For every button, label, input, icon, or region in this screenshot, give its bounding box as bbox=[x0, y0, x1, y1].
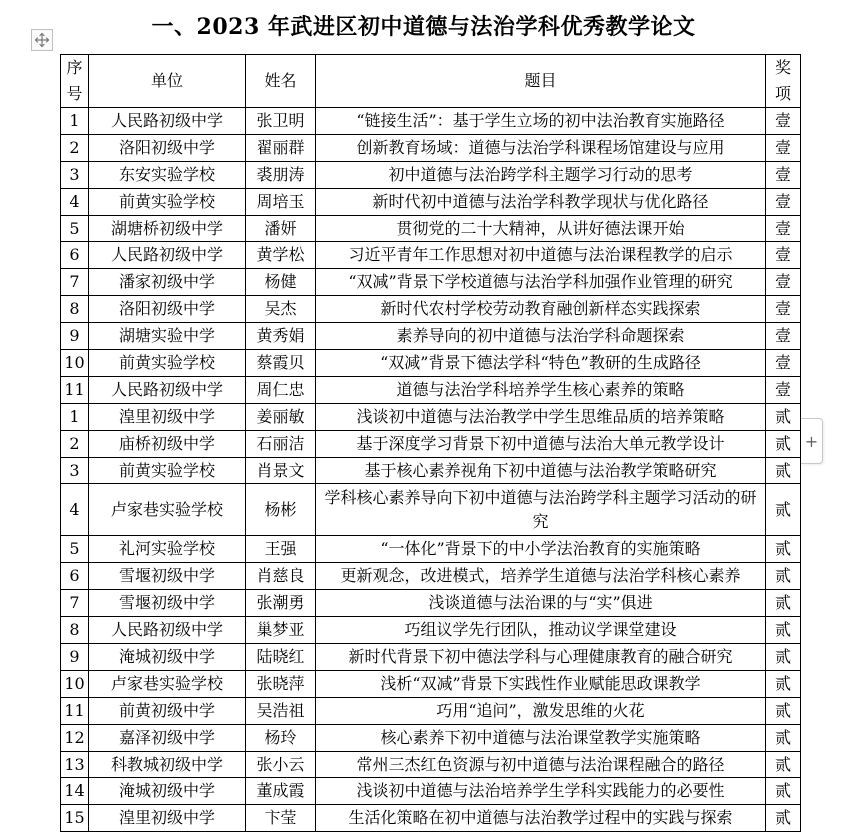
cell-award: 贰 bbox=[766, 430, 801, 457]
cell-unit: 湖塘桥初级中学 bbox=[89, 215, 246, 242]
cell-topic: “一体化”背景下的中小学法治教育的实施策略 bbox=[316, 536, 766, 563]
table-row bbox=[61, 563, 801, 590]
header-name: 姓名 bbox=[246, 55, 316, 108]
table-row bbox=[61, 751, 801, 778]
cell-award: 贰 bbox=[766, 751, 801, 778]
cell-name: 吴浩祖 bbox=[246, 697, 316, 724]
cell-seq: 14 bbox=[61, 778, 89, 805]
table-header-row bbox=[61, 55, 801, 108]
cell-award: 壹 bbox=[766, 134, 801, 161]
table-row bbox=[61, 430, 801, 457]
cell-seq: 4 bbox=[61, 484, 89, 536]
cell-seq: 10 bbox=[61, 670, 89, 697]
cell-unit: 前黄初级中学 bbox=[89, 697, 246, 724]
cell-seq: 11 bbox=[61, 376, 89, 403]
cell-seq: 9 bbox=[61, 644, 89, 671]
cell-topic: 新时代农村学校劳动教育融创新样态实践探索 bbox=[316, 296, 766, 323]
cell-unit: 雪堰初级中学 bbox=[89, 590, 246, 617]
table-row bbox=[61, 457, 801, 484]
cell-unit: 卢家巷实验学校 bbox=[89, 484, 246, 536]
cell-seq: 10 bbox=[61, 350, 89, 377]
cell-name: 张晓萍 bbox=[246, 670, 316, 697]
cell-award: 贰 bbox=[766, 536, 801, 563]
table-row bbox=[61, 644, 801, 671]
cell-name: 肖景文 bbox=[246, 457, 316, 484]
cell-award: 壹 bbox=[766, 188, 801, 215]
table-row bbox=[61, 805, 801, 832]
header-seq: 序号 bbox=[61, 55, 89, 108]
cell-name: 黄秀娟 bbox=[246, 323, 316, 350]
move-icon bbox=[34, 32, 50, 48]
cell-unit: 淹城初级中学 bbox=[89, 778, 246, 805]
cell-topic: 基于深度学习背景下初中道德与法治大单元教学设计 bbox=[316, 430, 766, 457]
cell-topic: 浅谈道德与法治课的与“实”俱进 bbox=[316, 590, 766, 617]
cell-seq: 4 bbox=[61, 188, 89, 215]
cell-name: 潘妍 bbox=[246, 215, 316, 242]
cell-name: 巢梦亚 bbox=[246, 617, 316, 644]
cell-name: 肖慈良 bbox=[246, 563, 316, 590]
cell-unit: 科教城初级中学 bbox=[89, 751, 246, 778]
cell-name: 杨健 bbox=[246, 269, 316, 296]
cell-award: 壹 bbox=[766, 242, 801, 269]
add-column-button[interactable] bbox=[801, 418, 823, 464]
cell-award: 贰 bbox=[766, 617, 801, 644]
cell-seq: 6 bbox=[61, 563, 89, 590]
cell-name: 张潮勇 bbox=[246, 590, 316, 617]
cell-award: 贰 bbox=[766, 805, 801, 832]
cell-unit: 潘家初级中学 bbox=[89, 269, 246, 296]
table-row bbox=[61, 778, 801, 805]
table-row bbox=[61, 350, 801, 377]
cell-unit: 人民路初级中学 bbox=[89, 108, 246, 135]
cell-seq: 9 bbox=[61, 323, 89, 350]
cell-seq: 2 bbox=[61, 430, 89, 457]
cell-seq: 7 bbox=[61, 269, 89, 296]
cell-award: 贰 bbox=[766, 670, 801, 697]
cell-award: 壹 bbox=[766, 376, 801, 403]
cell-seq: 13 bbox=[61, 751, 89, 778]
cell-topic: 更新观念，改进模式，培养学生道德与法治学科核心素养 bbox=[316, 563, 766, 590]
cell-topic: 巧用“追问”，激发思维的火花 bbox=[316, 697, 766, 724]
cell-name: 吴杰 bbox=[246, 296, 316, 323]
cell-seq: 5 bbox=[61, 536, 89, 563]
table-row bbox=[61, 697, 801, 724]
cell-seq: 15 bbox=[61, 805, 89, 832]
cell-award: 壹 bbox=[766, 215, 801, 242]
cell-topic: 习近平青年工作思想对初中道德与法治课程教学的启示 bbox=[316, 242, 766, 269]
cell-name: 翟丽群 bbox=[246, 134, 316, 161]
cell-name: 杨彬 bbox=[246, 484, 316, 536]
cell-topic: “双减”背景下德法学科“特色”教研的生成路径 bbox=[316, 350, 766, 377]
header-unit: 单位 bbox=[89, 55, 246, 108]
cell-topic: “链接生活”：基于学生立场的初中法治教育实施路径 bbox=[316, 108, 766, 135]
table-row bbox=[61, 242, 801, 269]
cell-unit: 湟里初级中学 bbox=[89, 403, 246, 430]
cell-seq: 11 bbox=[61, 697, 89, 724]
table-row bbox=[61, 296, 801, 323]
table-row bbox=[61, 188, 801, 215]
cell-topic: 贯彻党的二十大精神，从讲好德法课开始 bbox=[316, 215, 766, 242]
cell-seq: 1 bbox=[61, 108, 89, 135]
table-row bbox=[61, 484, 801, 536]
cell-seq: 12 bbox=[61, 724, 89, 751]
cell-topic: 浅谈初中道德与法治教学中学生思维品质的培养策略 bbox=[316, 403, 766, 430]
cell-name: 姜丽敏 bbox=[246, 403, 316, 430]
cell-award: 贰 bbox=[766, 697, 801, 724]
cell-award: 壹 bbox=[766, 296, 801, 323]
cell-unit: 洛阳初级中学 bbox=[89, 296, 246, 323]
cell-topic: “双减”背景下学校道德与法治学科加强作业管理的研究 bbox=[316, 269, 766, 296]
cell-topic: 巧组议学先行团队，推动议学课堂建设 bbox=[316, 617, 766, 644]
table-row bbox=[61, 376, 801, 403]
cell-topic: 生活化策略在初中道德与法治教学过程中的实践与探索 bbox=[316, 805, 766, 832]
cell-unit: 雪堰初级中学 bbox=[89, 563, 246, 590]
table-row bbox=[61, 617, 801, 644]
cell-name: 张小云 bbox=[246, 751, 316, 778]
cell-unit: 嘉泽初级中学 bbox=[89, 724, 246, 751]
cell-seq: 7 bbox=[61, 590, 89, 617]
cell-unit: 前黄实验学校 bbox=[89, 350, 246, 377]
header-award: 奖项 bbox=[766, 55, 801, 108]
cell-unit: 人民路初级中学 bbox=[89, 376, 246, 403]
cell-topic: 新时代背景下初中德法学科与心理健康教育的融合研究 bbox=[316, 644, 766, 671]
cell-award: 贰 bbox=[766, 724, 801, 751]
cell-award: 壹 bbox=[766, 269, 801, 296]
table-row bbox=[61, 724, 801, 751]
table-row bbox=[61, 536, 801, 563]
cell-name: 周培玉 bbox=[246, 188, 316, 215]
cell-topic: 新时代初中道德与法治学科教学现状与优化路径 bbox=[316, 188, 766, 215]
cell-name: 董成霞 bbox=[246, 778, 316, 805]
table-row bbox=[61, 670, 801, 697]
cell-name: 裘朋涛 bbox=[246, 161, 316, 188]
cell-award: 壹 bbox=[766, 161, 801, 188]
cell-topic: 创新教育场域：道德与法治学科课程场馆建设与应用 bbox=[316, 134, 766, 161]
table-row bbox=[61, 215, 801, 242]
cell-unit: 庙桥初级中学 bbox=[89, 430, 246, 457]
cell-seq: 3 bbox=[61, 161, 89, 188]
cell-award: 贰 bbox=[766, 778, 801, 805]
cell-award: 贰 bbox=[766, 644, 801, 671]
cell-name: 张卫明 bbox=[246, 108, 316, 135]
table-row bbox=[61, 134, 801, 161]
cell-award: 贰 bbox=[766, 484, 801, 536]
cell-seq: 2 bbox=[61, 134, 89, 161]
cell-unit: 前黄实验学校 bbox=[89, 457, 246, 484]
table-move-handle[interactable] bbox=[31, 29, 53, 51]
cell-topic: 基于核心素养视角下初中道德与法治教学策略研究 bbox=[316, 457, 766, 484]
cell-seq: 6 bbox=[61, 242, 89, 269]
table-row bbox=[61, 323, 801, 350]
cell-topic: 道德与法治学科培养学生核心素养的策略 bbox=[316, 376, 766, 403]
cell-award: 贰 bbox=[766, 457, 801, 484]
cell-topic: 素养导向的初中道德与法治学科命题探索 bbox=[316, 323, 766, 350]
table-row bbox=[61, 269, 801, 296]
cell-name: 陆晓红 bbox=[246, 644, 316, 671]
cell-award: 贰 bbox=[766, 403, 801, 430]
cell-unit: 礼河实验学校 bbox=[89, 536, 246, 563]
cell-name: 黄学松 bbox=[246, 242, 316, 269]
cell-topic: 学科核心素养导向下初中道德与法治跨学科主题学习活动的研究 bbox=[316, 484, 766, 536]
cell-award: 壹 bbox=[766, 323, 801, 350]
cell-name: 卞莹 bbox=[246, 805, 316, 832]
cell-award: 壹 bbox=[766, 350, 801, 377]
cell-topic: 初中道德与法治跨学科主题学习行动的思考 bbox=[316, 161, 766, 188]
header-topic: 题目 bbox=[316, 55, 766, 108]
cell-name: 蔡霞贝 bbox=[246, 350, 316, 377]
cell-unit: 东安实验学校 bbox=[89, 161, 246, 188]
cell-unit: 前黄实验学校 bbox=[89, 188, 246, 215]
plus-icon: + bbox=[804, 431, 819, 451]
page-title: 一、2023 年武进区初中道德与法治学科优秀教学论文 bbox=[151, 14, 696, 40]
cell-name: 王强 bbox=[246, 536, 316, 563]
cell-unit: 洛阳初级中学 bbox=[89, 134, 246, 161]
cell-award: 贰 bbox=[766, 590, 801, 617]
cell-topic: 常州三杰红色资源与初中道德与法治课程融合的路径 bbox=[316, 751, 766, 778]
cell-unit: 人民路初级中学 bbox=[89, 617, 246, 644]
cell-seq: 8 bbox=[61, 617, 89, 644]
table-row bbox=[61, 590, 801, 617]
table-row bbox=[61, 161, 801, 188]
cell-topic: 核心素养下初中道德与法治课堂教学实施策略 bbox=[316, 724, 766, 751]
cell-unit: 湟里初级中学 bbox=[89, 805, 246, 832]
cell-award: 贰 bbox=[766, 563, 801, 590]
cell-topic: 浅析“双减”背景下实践性作业赋能思政课教学 bbox=[316, 670, 766, 697]
table-row bbox=[61, 403, 801, 430]
awards-table bbox=[60, 54, 801, 832]
cell-name: 石丽洁 bbox=[246, 430, 316, 457]
cell-name: 周仁忠 bbox=[246, 376, 316, 403]
table-row bbox=[61, 108, 801, 135]
cell-unit: 卢家巷实验学校 bbox=[89, 670, 246, 697]
cell-topic: 浅谈初中道德与法治培养学生学科实践能力的必要性 bbox=[316, 778, 766, 805]
cell-seq: 8 bbox=[61, 296, 89, 323]
cell-seq: 3 bbox=[61, 457, 89, 484]
cell-unit: 人民路初级中学 bbox=[89, 242, 246, 269]
cell-name: 杨玲 bbox=[246, 724, 316, 751]
cell-unit: 淹城初级中学 bbox=[89, 644, 246, 671]
cell-unit: 湖塘实验中学 bbox=[89, 323, 246, 350]
cell-award: 壹 bbox=[766, 108, 801, 135]
cell-seq: 1 bbox=[61, 403, 89, 430]
cell-seq: 5 bbox=[61, 215, 89, 242]
